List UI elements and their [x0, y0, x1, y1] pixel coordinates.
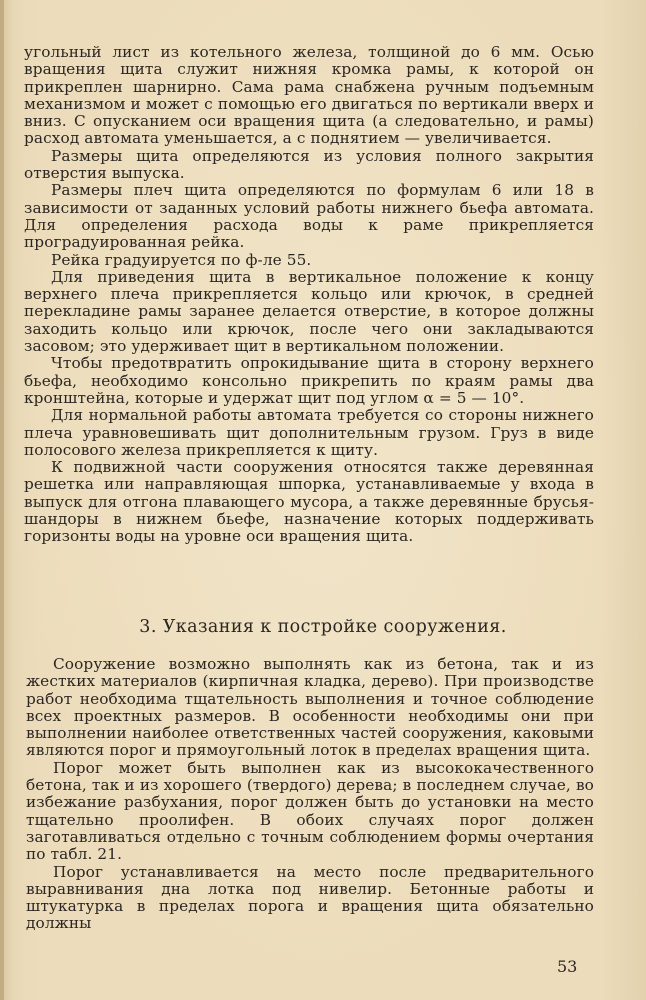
section-2-text — [26, 656, 594, 933]
section-heading: 3. Указания к постройке сооружения. — [139, 617, 507, 637]
paragraph: Сооружение возможно выполнять как из бетона, так и из жестких материалов (кирпичная кладка, дерево). При производстве работ необходима тщательность выполнения и точное соблюдение всех проектных размеров. В особенности необходимы они при выполнении наиболее ответственных частей сооружения, каковыми являются порог и прямоугольный лоток в пределах вращения щита. — [26, 655, 594, 760]
section-1-text — [24, 44, 594, 546]
paragraph: Размеры щита определяются из условия полного закрытия отверстия выпуска. — [24, 146, 594, 183]
paragraph: Порог устанавливается на место после предварительного выравнивания дна лотка под нивелир. Бетонные работы и штукатурка в пределах порога и вращения щита обязательно должны — [26, 862, 594, 933]
paragraph: Для нормальной работы автомата требуется со стороны нижнего плеча уравновешивать щит дополнительным грузом. Груз в виде полосового железа прикрепляется к щиту. — [24, 406, 594, 459]
page-number: 53 — [557, 957, 578, 976]
paragraph: Рейка градуируется по ф-ле 55. — [51, 250, 312, 269]
paragraph: Размеры плеч щита определяются по формулам 6 или 18 в зависимости от заданных условий работы нижнего бьефа автомата. Для определения расхода воды к раме прикрепляется проградуированная рейка. — [24, 181, 594, 252]
paragraph: Чтобы предотвратить опрокидывание щита в сторону верхнего бьефа, необходимо консольно прикрепить по краям рамы два кронштейна, которые и удержат щит под углом α = 5 — 10°. — [24, 354, 594, 407]
paragraph: Порог может быть выполнен как из высококачественного бетона, так и из хорошего (твердого) дерева; в последнем случае, во избежание разбухания, порог должен быть до установки на место тщательно проолифен. В обоих случаях порог должен заготавливаться отдельно с точным соблюдением формы очертания по табл. 21. — [26, 758, 594, 864]
paragraph: Для приведения щита в вертикальное положение к концу верхнего плеча прикрепляется кольцо или крючок, в средней перекладине рамы заранее делается отверстие, в которое должны заходить кольцо или крючок, после чего они закладываются засовом; это удерживает щит в вертикальном положении. — [24, 267, 594, 356]
paragraph: угольный лист из котельного железа, толщиной до 6 мм. Осью вращения щита служит нижняя кромка рамы, к которой он прикреплен шарнирно. Сама рама снабжена ручным подъемным механизмом и может с помощью его двигаться по вертикали вверх и вниз. С опусканием оси вращения щита (а следовательно, и рамы) расход автомата уменьшается, а с поднятием — увеличивается. — [24, 43, 594, 148]
page-spine-edge — [0, 0, 4, 1000]
paragraph: К подвижной части сооружения относятся также деревянная решетка или направляющая шпорка, устанавливаемые у входа в выпуск для отгона плавающего мусора, а также деревянные брусья-шандоры в нижнем бьефе, назначение которых поддерживать горизонты воды на уровне оси вращения щита. — [24, 458, 594, 546]
